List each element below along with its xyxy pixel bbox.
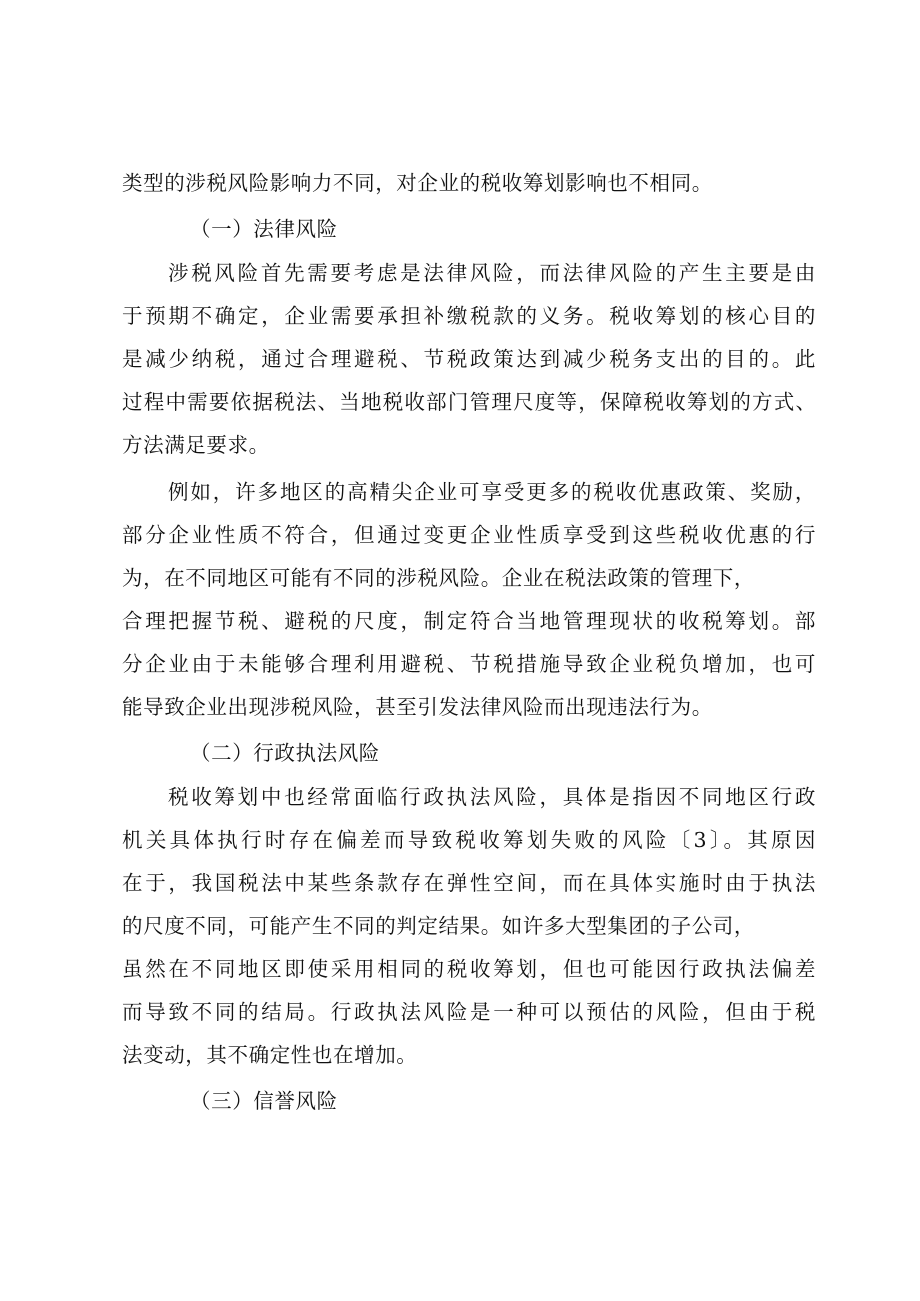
paragraph-line: 税收筹划中也经常面临行政执法风险，具体是指因不同地区行政 xyxy=(168,785,816,809)
paragraph-line: 涉税风险首先需要考虑是法律风险，而法律风险的产生主要是由 xyxy=(168,261,816,285)
paragraph-line: 例如，许多地区的高精尖企业可享受更多的税收优惠政策、奖励， xyxy=(168,480,816,504)
paragraph-line: 法变动，其不确定性也在增加。 xyxy=(122,1043,418,1067)
paragraph-line: 为，在不同地区可能有不同的涉税风险。企业在税法政策的管理下， xyxy=(122,566,755,590)
paragraph-line: 机关具体执行时存在偏差而导致税收筹划失败的风险〔3〕。其原因 xyxy=(122,828,816,852)
paragraph-line: 合理把握节税、避税的尺度，制定符合当地管理现状的收税筹划。部 xyxy=(122,609,816,633)
paragraph-line: 于预期不确定，企业需要承担补缴税款的义务。税收筹划的核心目的 xyxy=(122,304,816,328)
paragraph-line: 的尺度不同，可能产生不同的判定结果。如许多大型集团的子公司， xyxy=(122,914,755,938)
paragraph-line: 方法满足要求。 xyxy=(122,433,270,457)
section-heading-reputation-risk: （三）信誉风险 xyxy=(190,1089,338,1113)
paragraph-line: 部分企业性质不符合，但通过变更企业性质享受到这些税收优惠的行 xyxy=(122,523,816,547)
paragraph-line: 类型的涉税风险影响力不同，对企业的税收筹划影响也不相同。 xyxy=(122,171,713,195)
paragraph-line: 分企业由于未能够合理利用避税、节税措施导致企业税负增加，也可 xyxy=(122,652,816,676)
paragraph-line: 在于，我国税法中某些条款存在弹性空间，而在具体实施时由于执法 xyxy=(122,871,816,895)
section-heading-admin-enforcement-risk: （二）行政执法风险 xyxy=(190,741,380,765)
section-heading-legal-risk: （一）法律风险 xyxy=(190,217,338,241)
paragraph-line: 是减少纳税，通过合理避税、节税政策达到减少税务支出的目的。此 xyxy=(122,347,816,371)
paragraph-line: 过程中需要依据税法、当地税收部门管理尺度等，保障税收筹划的方式、 xyxy=(122,390,816,414)
paragraph-line: 能导致企业出现涉税风险，甚至引发法律风险而出现违法行为。 xyxy=(122,695,713,719)
paragraph-line: 而导致不同的结局。行政执法风险是一种可以预估的风险，但由于税 xyxy=(122,1000,816,1024)
paragraph-line: 虽然在不同地区即使采用相同的税收筹划，但也可能因行政执法偏差 xyxy=(122,957,816,981)
